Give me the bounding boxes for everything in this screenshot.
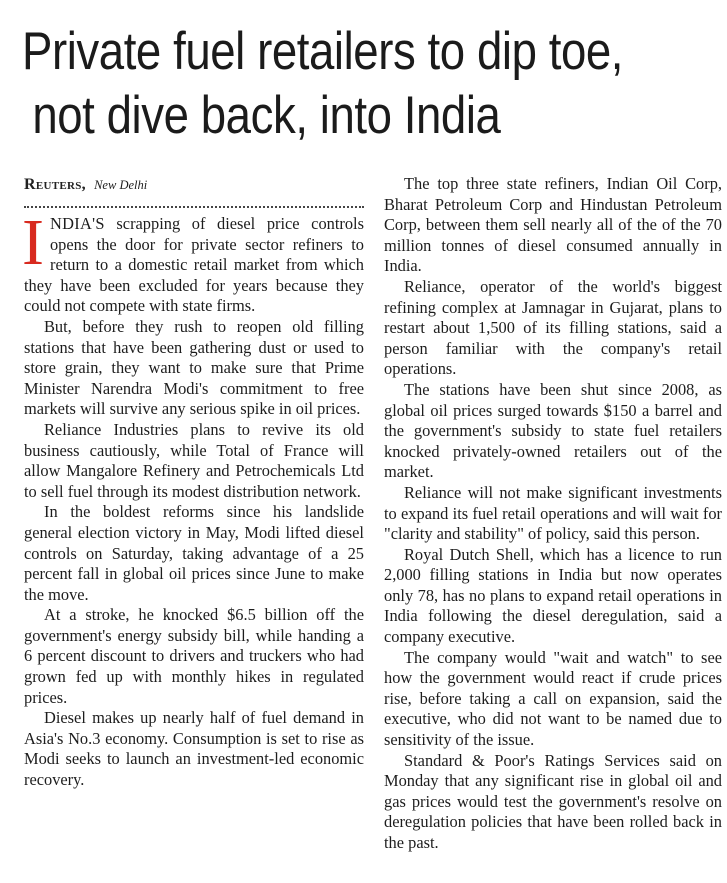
lead-paragraph bbox=[22, 206, 364, 317]
right-column bbox=[384, 174, 722, 854]
paragraph: In the boldest reforms since his landslide general election victory in May, Modi lifted diesel controls on Saturday, taking advantage of a 25 percent fall in global oil prices since June to make the move. bbox=[24, 502, 364, 604]
paragraph: The company would "wait and watch" to see how the government would react if crude prices rise, before taking a call on expansion, said the executive, who did not want to be named due to sensitivity of the issue. bbox=[384, 647, 722, 750]
paragraph: The top three state refiners, Indian Oil Corp, Bharat Petroleum Corp and Hindustan Petroleum Corp, between them sell nearly all of the of the 70 million tonnes of diesel consumed annually in India. bbox=[384, 174, 722, 276]
paragraph: Reliance will not make significant investments to expand its fuel retail operations and will wait for "clarity and stability" of policy, said this person. bbox=[384, 482, 722, 544]
byline bbox=[24, 174, 364, 194]
paragraph: Reliance, operator of the world's biggest refining complex at Jamnagar in Gujarat, plans to restart about 1,500 of its filling stations, said a person familiar with the company's retail operations. bbox=[384, 276, 722, 379]
paragraph: Reliance Industries plans to revive its old business cautiously, while Total of France will allow Mangalore Refinery and Petrochemicals Ltd to sell fuel through its modest distribution network. bbox=[24, 419, 364, 501]
paragraph: Standard & Poor's Ratings Services said on Monday that any significant rise in global oil and gas prices would test the government's resolve on deregulation policies that have been rolled back in the past. bbox=[384, 750, 722, 852]
dotted-rule bbox=[24, 206, 364, 208]
drop-cap: I bbox=[22, 206, 44, 279]
paragraph: At a stroke, he knocked $6.5 billion off the government's energy subsidy bill, while handing a 6 percent discount to drivers and truckers who had grown fed up with monthly hikes in regulated prices. bbox=[24, 605, 364, 707]
paragraph: Diesel makes up nearly half of fuel demand in Asia's No.3 economy. Consumption is set to rise as Modi seeks to launch an investment-led economic recovery. bbox=[24, 708, 364, 790]
headline bbox=[22, 20, 624, 148]
headline-line-1: Private fuel retailers to dip toe, bbox=[22, 22, 624, 81]
byline-city: New Delhi bbox=[94, 178, 148, 192]
paragraph: But, before they rush to reopen old filling stations that have been gathering dust or used to store grain, they want to make sure that Prime Minister Narendra Modi's commitment to free markets will survive any serious spike in oil prices. bbox=[24, 316, 364, 419]
lead-caps: NDIA'S bbox=[49, 214, 105, 233]
lead-text: scrapping of diesel price controls opens the door for private sector refiners to return to a domestic retail market from which they have been excluded for years because they could not compete with state firms. bbox=[24, 214, 364, 316]
paragraph: The stations have been shut since 2008, as global oil prices surged towards $150 a barrel and the government's subsidy to state fuel retailers knocked privately-owned retailers out of the market. bbox=[384, 379, 722, 482]
left-column bbox=[24, 174, 364, 791]
byline-agency: Reuters, bbox=[24, 176, 86, 193]
paragraph: Royal Dutch Shell, which has a licence to run 2,000 filling stations in India but now operates only 78, has no plans to expand retail operations in India following the diesel deregulation, said a company executive. bbox=[384, 544, 722, 647]
headline-line-2: not dive back, into India bbox=[32, 86, 501, 145]
